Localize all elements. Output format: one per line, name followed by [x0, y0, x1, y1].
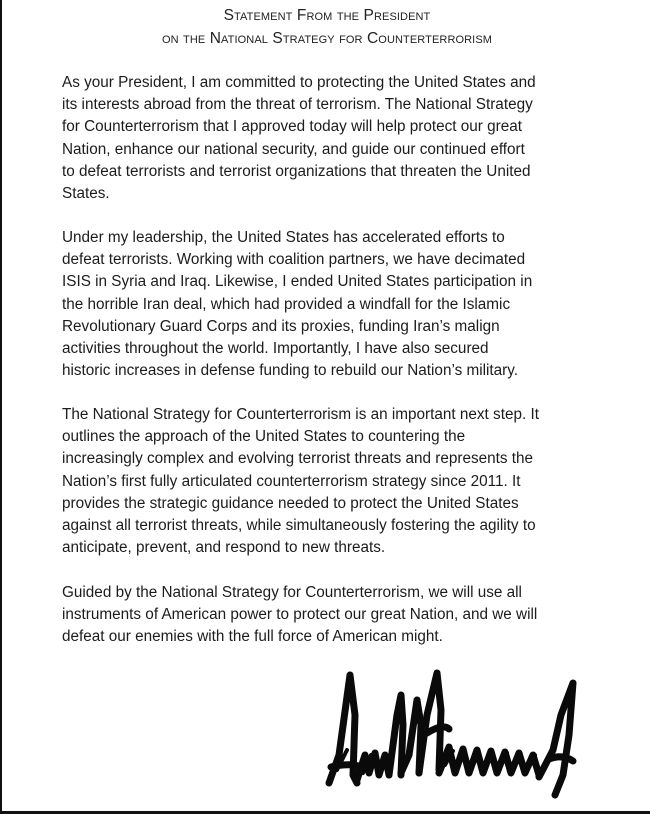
text-line: instruments of American power to protect our great Nation, and we will: [62, 606, 538, 624]
text-line: against all terrorist threats, while simultaneously fostering the agility to: [62, 517, 536, 535]
text-line: The National Strategy for Counterterrorism is an important next step. It: [62, 406, 539, 423]
text-line: historic increases in defense funding to rebuild our Nation’s military.: [62, 362, 519, 380]
text-line: for Counterterrorism that I approved today will help protect our great: [62, 118, 522, 136]
text-line: Nation’s first fully articulated counterterrorism strategy since 2011. It: [62, 472, 521, 490]
text-line: anticipate, prevent, and respond to new threats.: [62, 539, 386, 557]
text-line: Under my leadership, the United States has accelerated efforts to: [62, 229, 505, 246]
text-line: ISIS in Syria and Iraq. Likewise, I ended United States participation in: [62, 273, 533, 291]
text-line: Guided by the National Strategy for Counterterrorism, we will use all: [62, 584, 522, 601]
text-line: defeat our enemies with the full force of American might.: [62, 628, 443, 646]
text-line: its interests abroad from the threat of terrorism. The National Strategy: [62, 96, 533, 114]
text-line: the horrible Iran deal, which had provided a windfall for the Islamic: [62, 295, 511, 313]
title-line-1: Statement From the President: [223, 7, 431, 24]
text-line: activities throughout the world. Importantly, I have also secured: [62, 340, 489, 358]
text-line: Revolutionary Guard Corps and its proxies, funding Iran’s malign: [62, 317, 500, 335]
text-line: provides the strategic guidance needed to protect the United States: [62, 494, 519, 512]
signature-icon: [317, 655, 617, 805]
text-line: increasingly complex and evolving terrorist threats and represents the: [62, 450, 534, 468]
paragraph-2: [62, 227, 607, 382]
paragraph-1: [62, 72, 607, 205]
text-line: As your President, I am committed to protecting the United States and: [62, 74, 536, 91]
text-line: to defeat terrorists and terrorist organizations that threaten the United: [62, 162, 531, 180]
text-line: outlines the approach of the United States to countering the: [62, 428, 466, 446]
text-line: States.: [62, 185, 110, 203]
text-line: defeat terrorists. Working with coalition partners, we have decimated: [62, 251, 526, 269]
paragraph-4: [62, 582, 607, 649]
paragraph-3: [62, 404, 607, 559]
title-line-2: on the National Strategy for Counterterrorism: [161, 30, 493, 47]
text-line: Nation, enhance our national security, and guide our continued effort: [62, 140, 525, 158]
